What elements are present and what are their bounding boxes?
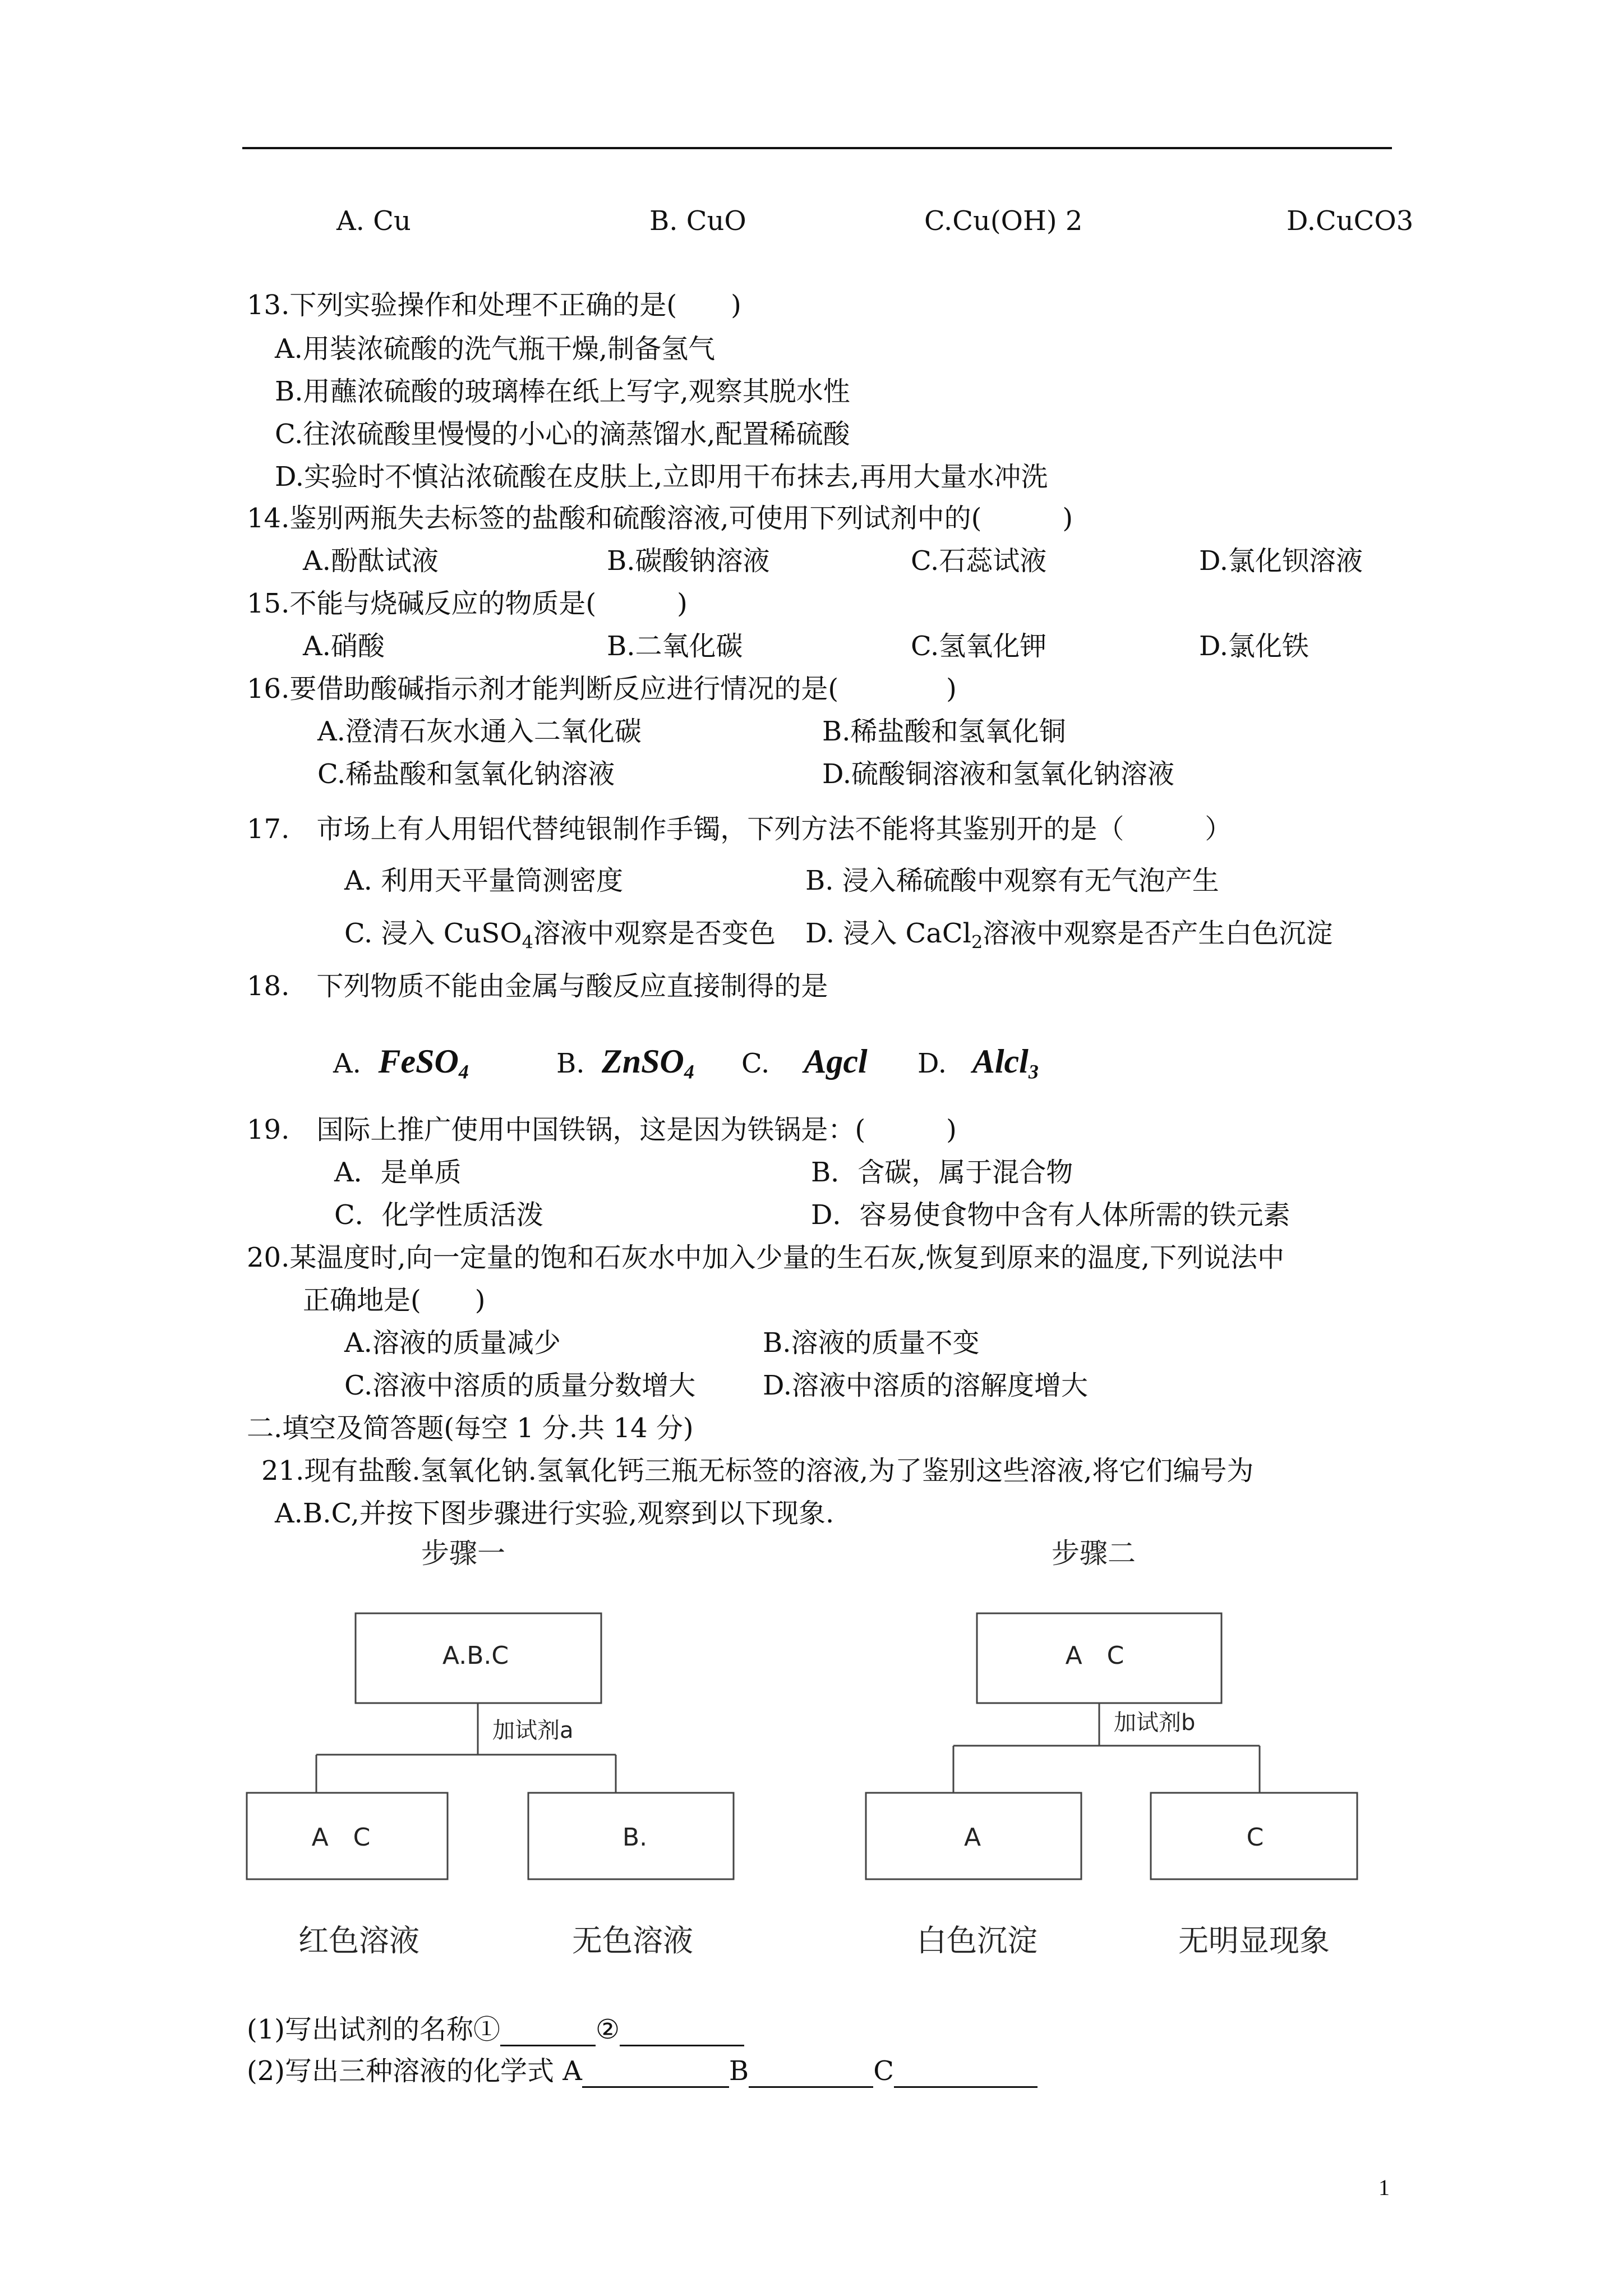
q14-option-a: A.酚酞试液 — [303, 545, 439, 577]
step2-top-label: A C — [1065, 1641, 1124, 1670]
q12-option-c: C.Cu(OH) 2 — [924, 205, 1083, 237]
step2-reagent: 加试剂b — [1114, 1710, 1196, 1736]
step1-right-label: B. — [622, 1823, 648, 1852]
q14-option-c: C.石蕊试液 — [911, 545, 1047, 577]
q14-option-b: B.碳酸钠溶液 — [607, 545, 770, 577]
q13-option-c: C.往浓硫酸里慢慢的小心的滴蒸馏水,配置稀硫酸 — [275, 418, 850, 450]
q21-sub1: (1)写出试剂的名称① ② — [247, 2014, 744, 2046]
q20-option-b: B.溶液的质量不变 — [763, 1327, 980, 1359]
q18-option-d: D. Alcl$_3$ — [917, 1043, 1039, 1083]
q13-option-a: A.用装浓硫酸的洗气瓶干燥,制备氢气 — [275, 333, 716, 365]
q18-option-c: C. Agcl — [741, 1043, 868, 1080]
blank-formula-b[interactable] — [749, 2060, 873, 2088]
step2-left-result: 白色沉淀 — [916, 1923, 1038, 1958]
page-number: 1 — [1378, 2175, 1390, 2200]
q12-option-d: D.CuCO3 — [1287, 205, 1414, 237]
q20-stem-line2: 正确地是( ) — [303, 1285, 486, 1316]
blank-reagent-2[interactable] — [620, 2019, 744, 2046]
q15-option-a: A.硝酸 — [303, 631, 385, 662]
q16-stem: 16.要借助酸碱指示剂才能判断反应进行情况的是( ) — [247, 673, 957, 705]
q19-option-b: B．含碳，属于混合物 — [811, 1157, 1073, 1188]
step2-right-result: 无明显现象 — [1178, 1923, 1330, 1958]
q19-option-c: C．化学性质活泼 — [334, 1199, 543, 1231]
q20-option-c: C.溶液中溶质的质量分数增大 — [344, 1370, 696, 1401]
step1-left-label: A C — [311, 1823, 371, 1852]
q12-option-a: A. Cu — [336, 205, 411, 237]
step1-left-result: 红色溶液 — [298, 1923, 419, 1958]
blank-formula-c[interactable] — [894, 2060, 1038, 2088]
q17-option-a: A. 利用天平量筒测密度 — [344, 865, 624, 896]
section2-title: 二.填空及简答题(每空 1 分.共 14 分) — [247, 1412, 694, 1444]
q16-option-a: A.澄清石灰水通入二氧化碳 — [317, 716, 642, 747]
q12-option-b: B. CuO — [649, 205, 746, 237]
q18-option-a: A. FeSO$_4$ — [333, 1043, 469, 1083]
q13-option-d: D.实验时不慎沾浓硫酸在皮肤上,立即用干布抹去,再用大量水冲洗 — [275, 461, 1048, 493]
q18-option-b: B. ZnSO$_4$ — [556, 1043, 694, 1083]
q15-option-d: D.氯化铁 — [1199, 631, 1310, 662]
q16-option-b: B.稀盐酸和氢氧化铜 — [822, 716, 1066, 747]
blank-reagent-1[interactable] — [500, 2019, 596, 2046]
blank-formula-a[interactable] — [582, 2060, 729, 2088]
q15-stem: 15.不能与烧碱反应的物质是( ) — [247, 588, 688, 619]
q17-option-c: C. 浸入 CuSO$_4$溶液中观察是否变色 — [344, 918, 776, 953]
step1-top-label: A.B.C — [442, 1641, 509, 1670]
q16-option-d: D.硫酸铜溶液和氢氧化钠溶液 — [822, 758, 1175, 790]
q21-stem-line1: 21.现有盐酸.氢氧化钠.氢氧化钙三瓶无标签的溶液,为了鉴别这些溶液,将它们编号为 — [261, 1455, 1254, 1487]
q17-stem: 17. 市场上有人用铝代替纯银制作手镯，下列方法不能将其鉴别开的是（ ） — [247, 813, 1232, 845]
step2-left-label: A — [963, 1823, 981, 1852]
step1-reagent: 加试剂a — [492, 1718, 574, 1743]
q13-option-b: B.用蘸浓硫酸的玻璃棒在纸上写字,观察其脱水性 — [275, 376, 850, 407]
q14-stem: 14.鉴别两瓶失去标签的盐酸和硫酸溶液,可使用下列试剂中的( ) — [247, 503, 1073, 534]
q21-sub2: (2)写出三种溶液的化学式 A B C — [247, 2055, 1038, 2088]
q17-option-d: D. 浸入 CaCl$_2$溶液中观察是否产生白色沉淀 — [805, 918, 1333, 953]
q19-option-d: D．容易使食物中含有人体所需的铁元素 — [811, 1199, 1290, 1231]
q20-option-a: A.溶液的质量减少 — [344, 1327, 561, 1359]
step1-title: 步骤一 — [421, 1537, 505, 1570]
step2-title: 步骤二 — [1052, 1537, 1136, 1570]
q18-stem: 18. 下列物质不能由金属与酸反应直接制得的是 — [247, 970, 828, 1002]
q15-option-b: B.二氧化碳 — [607, 631, 743, 662]
q20-option-d: D.溶液中溶质的溶解度增大 — [763, 1370, 1089, 1401]
step2-right-label: C — [1246, 1823, 1264, 1852]
q16-option-c: C.稀盐酸和氢氧化钠溶液 — [317, 758, 615, 790]
q14-option-d: D.氯化钡溶液 — [1199, 545, 1363, 577]
q21-stem-line2: A.B.C,并按下图步骤进行实验,观察到以下现象. — [275, 1498, 834, 1529]
q20-stem-line1: 20.某温度时,向一定量的饱和石灰水中加入少量的生石灰,恢复到原来的温度,下列说法中 — [247, 1242, 1285, 1273]
step1-right-result: 无色溶液 — [572, 1923, 693, 1958]
q19-stem: 19. 国际上推广使用中国铁锅，这是因为铁锅是：( ) — [247, 1114, 957, 1145]
q15-option-c: C.氢氧化钾 — [911, 631, 1047, 662]
q17-option-b: B. 浸入稀硫酸中观察有无气泡产生 — [805, 865, 1219, 896]
q13-stem: 13.下列实验操作和处理不正确的是( ) — [247, 289, 741, 321]
q19-option-a: A．是单质 — [334, 1157, 462, 1188]
